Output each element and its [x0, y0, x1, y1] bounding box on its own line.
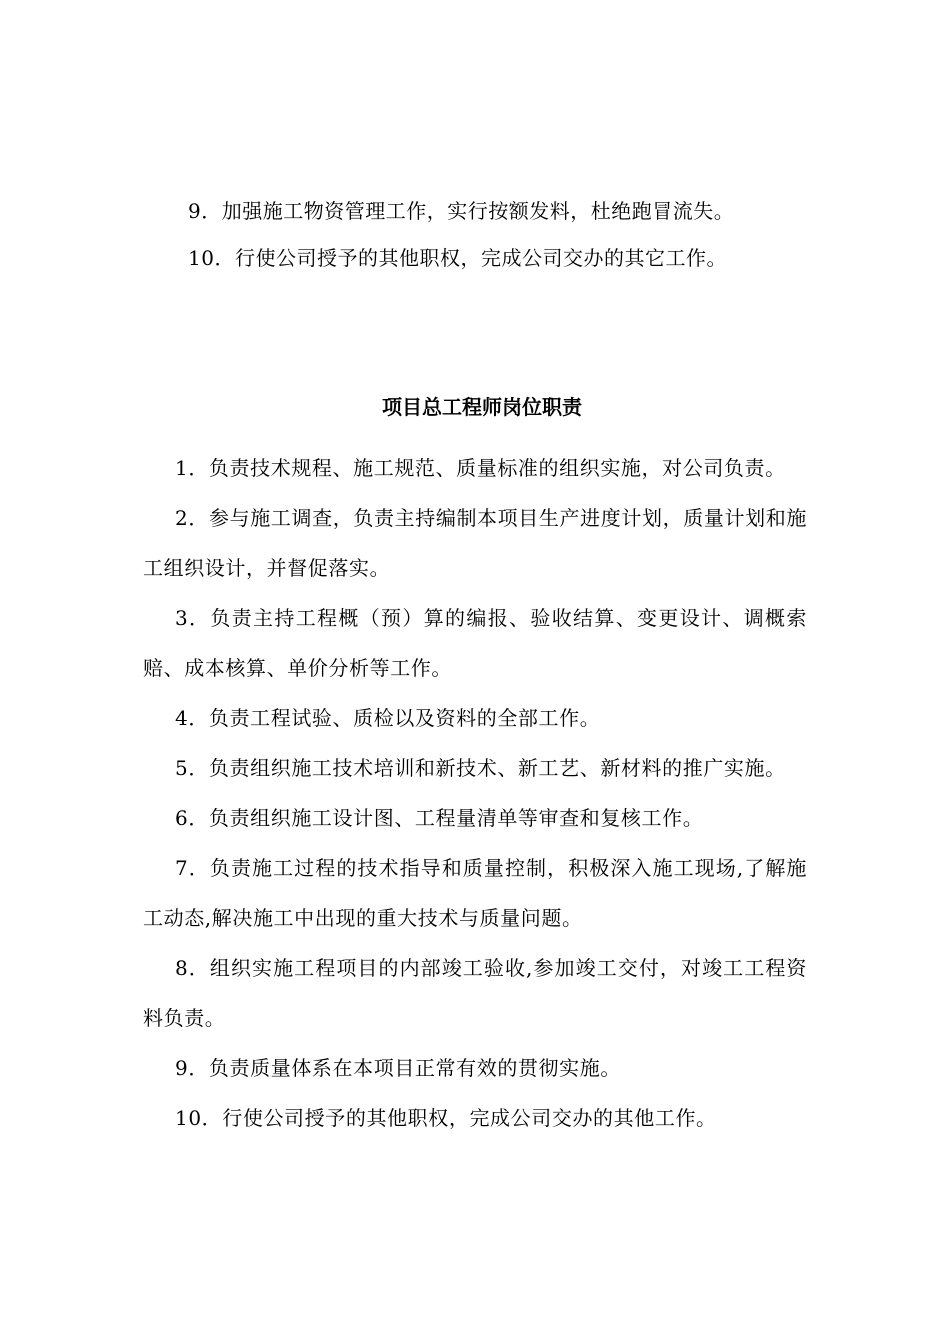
duty-item-6: 6．负责组织施工设计图、工程量清单等审查和复核工作。	[175, 806, 704, 830]
duty-item-4: 4．负责工程试验、质检以及资料的全部工作。	[175, 706, 601, 730]
duty-item-10-prev-section: 10．行使公司授予的其他职权，完成公司交办的其它工作。	[188, 246, 727, 270]
duty-item-7: 7．负责施工过程的技术指导和质量控制，积极深入施工现场,了解施工动态,解决施工中出现的重大技术与质量问题。	[143, 856, 807, 930]
duty-item-5: 5．负责组织施工技术培训和新技术、新工艺、新材料的推广实施。	[175, 756, 786, 780]
duty-item-10: 10．行使公司授予的其他职权，完成公司交办的其他工作。	[175, 1106, 717, 1130]
duty-item-9-prev-section: 9．加强施工物资管理工作，实行按额发料，杜绝跑冒流失。	[188, 199, 735, 223]
duty-item-1: 1．负责技术规程、施工规范、质量标准的组织实施，对公司负责。	[175, 456, 786, 480]
duty-item-9: 9．负责质量体系在本项目正常有效的贯彻实施。	[175, 1056, 621, 1080]
duty-list	[143, 443, 807, 1143]
duty-item-8: 8．组织实施工程项目的内部竣工验收,参加竣工交付，对竣工工程资料负责。	[143, 956, 807, 1030]
section-title: 项目总工程师岗位职责	[382, 395, 582, 419]
duty-item-3: 3．负责主持工程概（预）算的编报、验收结算、变更设计、调概索赔、成本核算、单价分析等工作。	[143, 606, 807, 680]
duty-item-2: 2．参与施工调查，负责主持编制本项目生产进度计划，质量计划和施工组织设计，并督促落实。	[143, 506, 807, 580]
